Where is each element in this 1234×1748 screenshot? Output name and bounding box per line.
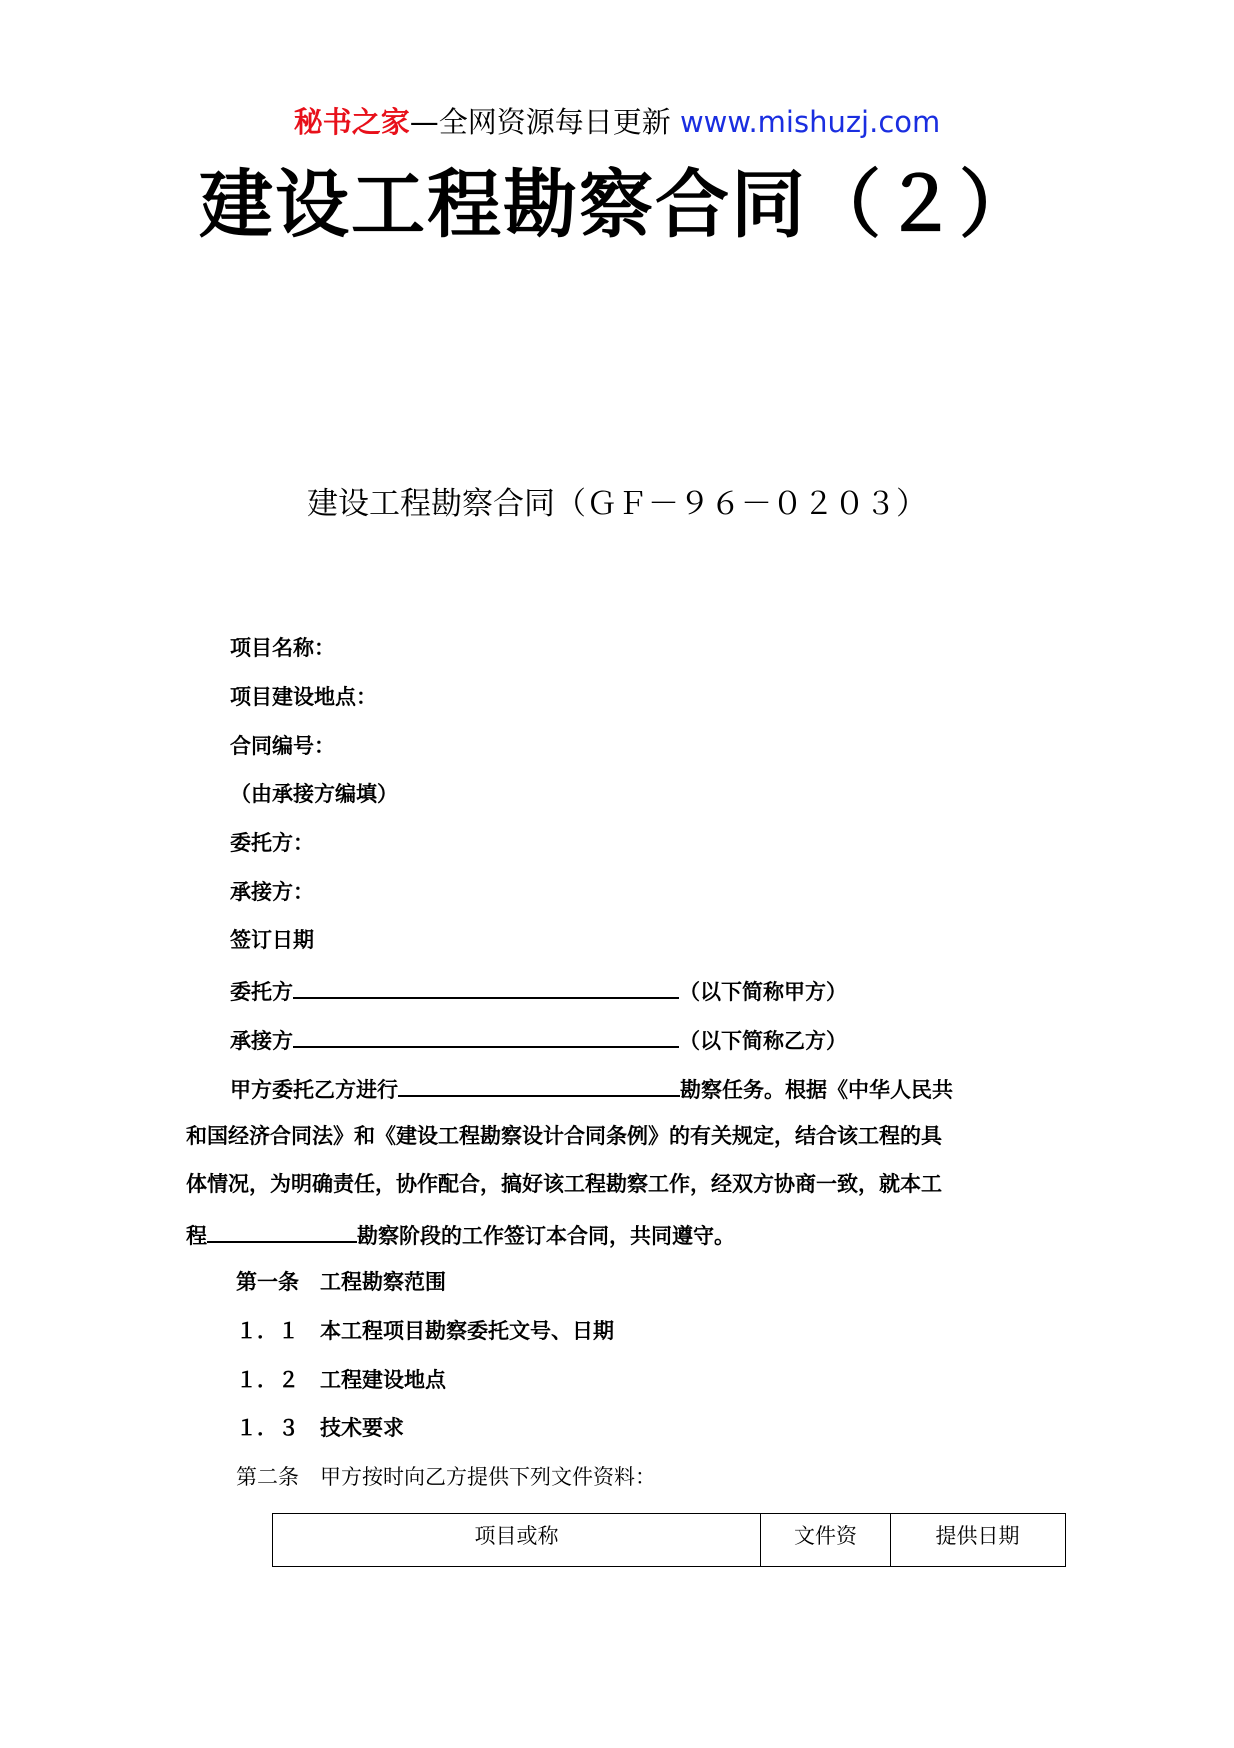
party-b-label: 承接方 [230, 1028, 293, 1053]
preamble-line-4-end: 勘察阶段的工作签订本合同，共同遵守。 [357, 1223, 735, 1248]
article-2-heading: 第二条 甲方按时向乙方提供下列文件资料： [236, 1465, 656, 1489]
document-subtitle: 建设工程勘察合同（ＧＦ－９６－０２０３） [307, 486, 927, 522]
field-sign-date: 签订日期 [230, 927, 314, 952]
article-1-item: １．１ 本工程项目勘察委托文号、日期 [236, 1318, 614, 1343]
party-a-line [230, 975, 847, 1006]
brand-name: 秘书之家 [293, 105, 410, 139]
table-header-date: 提供日期 [935, 1524, 1020, 1548]
preamble-line-4-start: 程 [186, 1223, 207, 1248]
preamble-line-1 [230, 1073, 953, 1104]
preamble-line-2: 和国经济合同法》和《建设工程勘察设计合同条例》的有关规定，结合该工程的具 [186, 1123, 942, 1148]
field-project-location: 项目建设地点： [230, 684, 377, 709]
field-client: 委托方： [230, 830, 314, 855]
party-a-label: 委托方 [230, 979, 293, 1004]
site-header [0, 102, 1234, 142]
field-contract-no-note: （由承接方编填） [230, 781, 398, 806]
task-blank[interactable] [398, 1073, 680, 1097]
document-title: 建设工程勘察合同（２） [199, 162, 1035, 248]
documents-table [272, 1513, 1066, 1567]
header-slogan: —全网资源每日更新 [409, 105, 680, 139]
article-1-heading: 第一条 工程勘察范围 [236, 1269, 446, 1294]
article-1-item: １．２ 工程建设地点 [236, 1367, 446, 1392]
preamble-line-4 [186, 1219, 735, 1250]
field-contractor: 承接方： [230, 879, 314, 904]
stage-blank[interactable] [207, 1219, 357, 1243]
table-header-item: 项目或称 [273, 1514, 761, 1566]
preamble-line-3: 体情况，为明确责任，协作配合，搞好该工程勘察工作，经双方协商一致，就本工 [186, 1171, 942, 1196]
preamble-line-1-end: 勘察任务。根据《中华人民共 [680, 1077, 953, 1102]
party-a-note: （以下简称甲方） [679, 979, 847, 1004]
field-project-name: 项目名称： [230, 635, 335, 660]
party-a-blank[interactable] [293, 975, 679, 999]
party-b-line [230, 1024, 847, 1055]
site-url-link[interactable]: www.mishuzj.com [679, 105, 941, 139]
field-contract-no: 合同编号： [230, 733, 335, 758]
party-b-note: （以下简称乙方） [679, 1028, 847, 1053]
preamble-line-1-start: 甲方委托乙方进行 [230, 1077, 398, 1102]
party-b-blank[interactable] [293, 1024, 679, 1048]
article-1-item: １．３ 技术要求 [236, 1415, 404, 1440]
table-header-document: 文件资 [761, 1514, 891, 1566]
